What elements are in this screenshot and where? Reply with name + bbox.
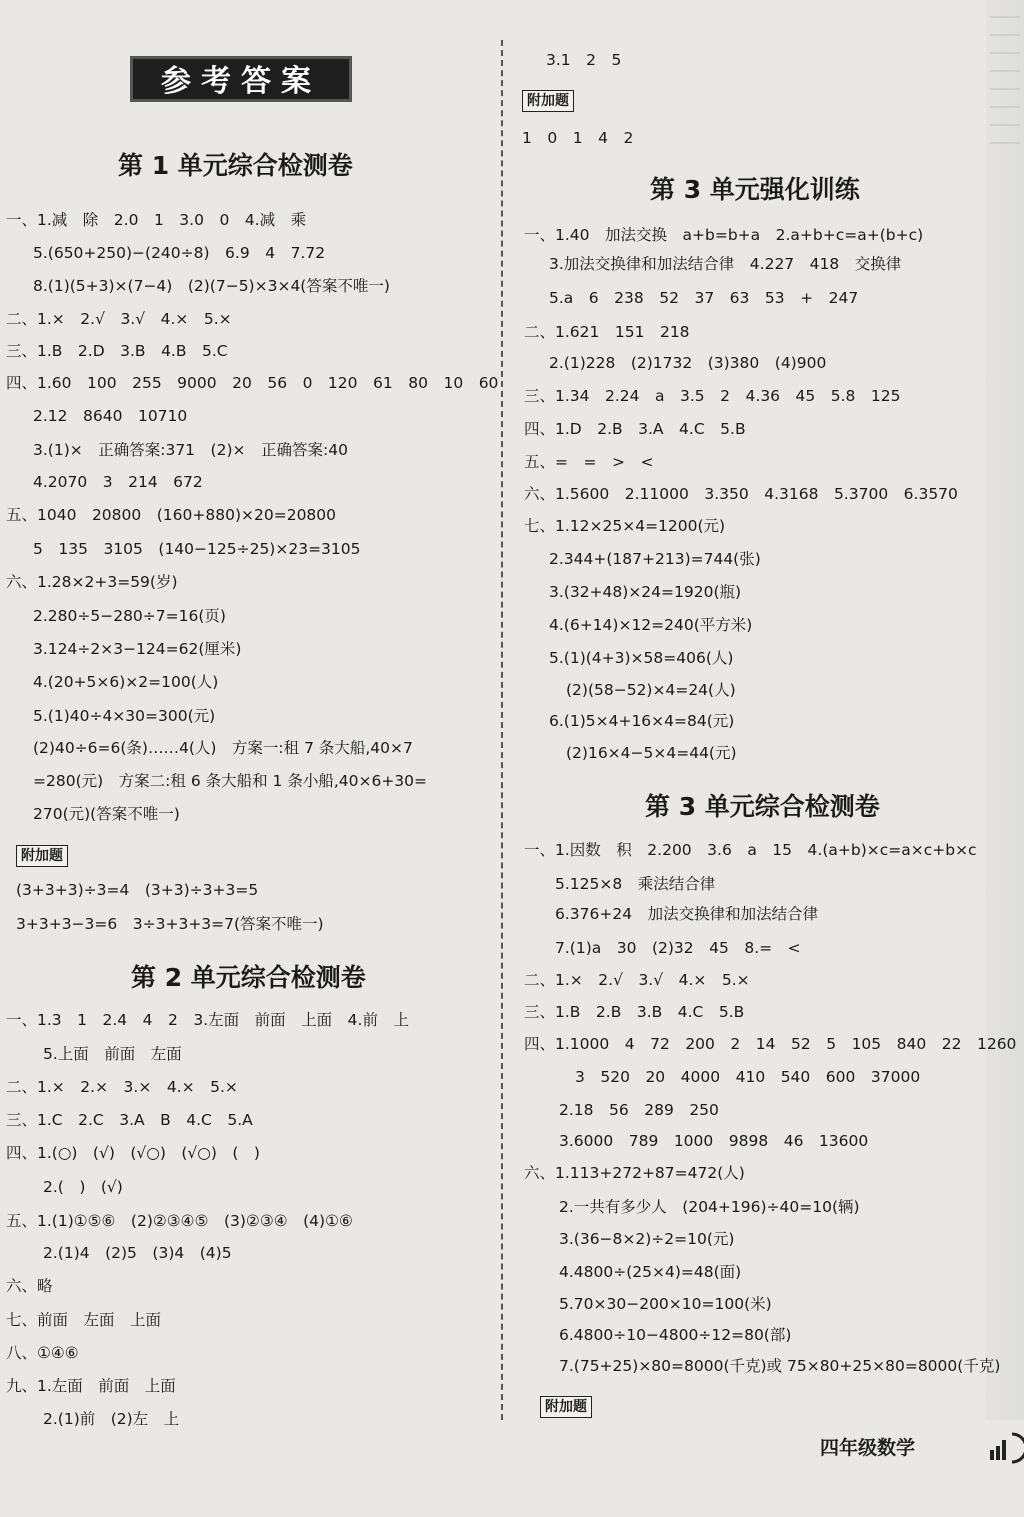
unit1-line: =280(元) 方案二:租 6 条大船和 1 条小船,40×6+30= [33,772,428,790]
unit1-line: 五、1040 20800 (160+880)×20=20800 [6,506,337,524]
adjacent-page-edge [986,0,1024,1420]
unit2-line: 2.(1)前 (2)左 上 [43,1410,180,1428]
unit2-line: 2.( ) (√) [43,1178,123,1196]
answer-banner: 参考答案 [130,56,352,102]
unit2-line: 三、1.C 2.C 3.A B 4.C 5.A [6,1111,253,1129]
unit3-practice-line: 四、1.D 2.B 3.A 4.C 5.B [524,420,746,438]
unit3-practice-line: 6.(1)5×4+16×4=84(元) [549,712,735,730]
unit3-practice-line: 五、= = > < [524,453,654,471]
unit1-title: 第 1 单元综合检测卷 [118,151,353,180]
unit1-line: 5 135 3105 (140−125÷25)×23=3105 [33,540,361,558]
unit3-test-line: 3.6000 789 1000 9898 46 13600 [559,1132,869,1150]
unit1-line: 六、1.28×2+3=59(岁) [6,573,178,591]
unit1-line: 3.124÷2×3−124=62(厘米) [33,640,242,658]
unit3-practice-line: 二、1.621 151 218 [524,323,690,341]
unit3-practice-line: 一、1.40 加法交换 a+b=b+a 2.a+b+c=a+(b+c) [524,226,924,244]
unit2-line: 五、1.(1)①⑤⑥ (2)②③④⑤ (3)②③④ (4)①⑥ [6,1212,353,1230]
unit1-line: 2.12 8640 10710 [33,407,188,425]
unit3-test-line: 四、1.1000 4 72 200 2 14 52 5 105 840 22 1260 [524,1035,1017,1053]
extra-line: (3+3+3)÷3=4 (3+3)÷3+3=5 [16,881,259,899]
column-divider [501,40,503,1420]
unit3-practice-line: 2.(1)228 (2)1732 (3)380 (4)900 [549,354,827,372]
unit1-line: 4.(20+5×6)×2=100(人) [33,673,219,691]
extra-question-label: 附加题 [522,90,574,112]
unit3-practice-line: 3.加法交换律和加法结合律 4.227 418 交换律 [549,255,902,273]
unit1-line: 4.2070 3 214 672 [33,473,203,491]
unit1-line: 2.280÷5−280÷7=16(页) [33,607,226,625]
unit1-line: 8.(1)(5+3)×(7−4) (2)(7−5)×3×4(答案不唯一) [33,277,390,295]
unit2-line: 二、1.× 2.× 3.× 4.× 5.× [6,1078,238,1096]
unit3-test-line: 5.125×8 乘法结合律 [555,875,716,893]
unit2-line: 2.(1)4 (2)5 (3)4 (4)5 [43,1244,232,1262]
unit3-test-line: 5.70×30−200×10=100(米) [559,1295,772,1313]
unit3-test-line: 三、1.B 2.B 3.B 4.C 5.B [524,1003,745,1021]
unit3-test-line: 3 520 20 4000 410 540 600 37000 [575,1068,921,1086]
unit1-line: 四、1.60 100 255 9000 20 56 0 120 61 80 10 60 [6,374,499,392]
unit3-test-line: 6.376+24 加法交换律和加法结合律 [555,905,819,923]
unit3-practice-line: 3.(32+48)×24=1920(瓶) [549,583,742,601]
unit1-line: (2)40÷6=6(条)……4(人) 方案一:租 7 条大船,40×7 [33,739,413,757]
unit3-practice-line: 七、1.12×25×4=1200(元) [524,517,726,535]
unit3-practice-line: 六、1.5600 2.11000 3.350 4.3168 5.3700 6.3570 [524,485,958,503]
unit1-line: 3.(1)× 正确答案:371 (2)× 正确答案:40 [33,441,348,459]
unit3-practice-title: 第 3 单元强化训练 [650,175,860,204]
unit2-line: 一、1.3 1 2.4 4 2 3.左面 前面 上面 4.前 上 [6,1011,409,1029]
unit2-line: 七、前面 左面 上面 [6,1311,162,1329]
unit3-practice-line: 2.344+(187+213)=744(张) [549,550,761,568]
extra-question-label: 附加题 [540,1396,592,1418]
unit1-line: 一、1.减 除 2.0 1 3.0 0 4.减 乘 [6,211,307,229]
unit1-line: 5.(1)40÷4×30=300(元) [33,707,216,725]
unit1-line: 5.(650+250)−(240÷8) 6.9 4 7.72 [33,244,326,262]
extra-question-label: 附加题 [16,845,68,867]
unit3-practice-line: (2)(58−52)×4=24(人) [566,681,736,699]
unit3-test-line: 六、1.113+272+87=472(人) [524,1164,745,1182]
unit3-test-line: 4.4800÷(25×4)=48(面) [559,1263,742,1281]
unit2-line: 六、略 [6,1277,53,1295]
unit2-line: 八、①④⑥ [6,1344,79,1362]
unit-tail-line: 3.1 2 5 [546,51,622,69]
extra-line: 1 0 1 4 2 [522,129,634,147]
unit1-line: 三、1.B 2.D 3.B 4.B 5.C [6,342,228,360]
page-corner-mark-icon [990,1430,1024,1466]
unit2-line: 九、1.左面 前面 上面 [6,1377,176,1395]
unit2-line: 四、1.(○) (√) (√○) (√○) ( ) [6,1144,260,1162]
unit3-test-line: 2.18 56 289 250 [559,1101,719,1119]
unit1-line: 270(元)(答案不唯一) [33,805,180,823]
unit3-test-line: 一、1.因数 积 2.200 3.6 a 15 4.(a+b)×c=a×c+b×c [524,841,977,859]
unit1-line: 二、1.× 2.√ 3.√ 4.× 5.× [6,310,232,328]
unit3-practice-line: 5.(1)(4+3)×58=406(人) [549,649,734,667]
unit3-practice-line: (2)16×4−5×4=44(元) [566,744,737,762]
unit2-line: 5.上面 前面 左面 [43,1045,182,1063]
unit3-test-title: 第 3 单元综合检测卷 [645,792,880,821]
unit3-practice-line: 5.a 6 238 52 37 63 53 + 247 [549,289,859,307]
unit3-test-line: 3.(36−8×2)÷2=10(元) [559,1230,735,1248]
unit3-test-line: 2.一共有多少人 (204+196)÷40=10(辆) [559,1198,860,1216]
unit3-practice-line: 三、1.34 2.24 a 3.5 2 4.36 45 5.8 125 [524,387,901,405]
extra-line: 3+3+3−3=6 3÷3+3+3=7(答案不唯一) [16,915,324,933]
unit3-test-line: 7.(75+25)×80=8000(千克)或 75×80+25×80=8000(千克) [559,1357,1001,1375]
grade-subject-label: 四年级数学 [820,1437,916,1459]
unit2-title: 第 2 单元综合检测卷 [131,963,366,992]
unit3-test-line: 6.4800÷10−4800÷12=80(部) [559,1326,792,1344]
unit3-test-line: 二、1.× 2.√ 3.√ 4.× 5.× [524,971,750,989]
unit3-test-line: 7.(1)a 30 (2)32 45 8.= < [555,939,801,957]
unit3-practice-line: 4.(6+14)×12=240(平方米) [549,616,753,634]
